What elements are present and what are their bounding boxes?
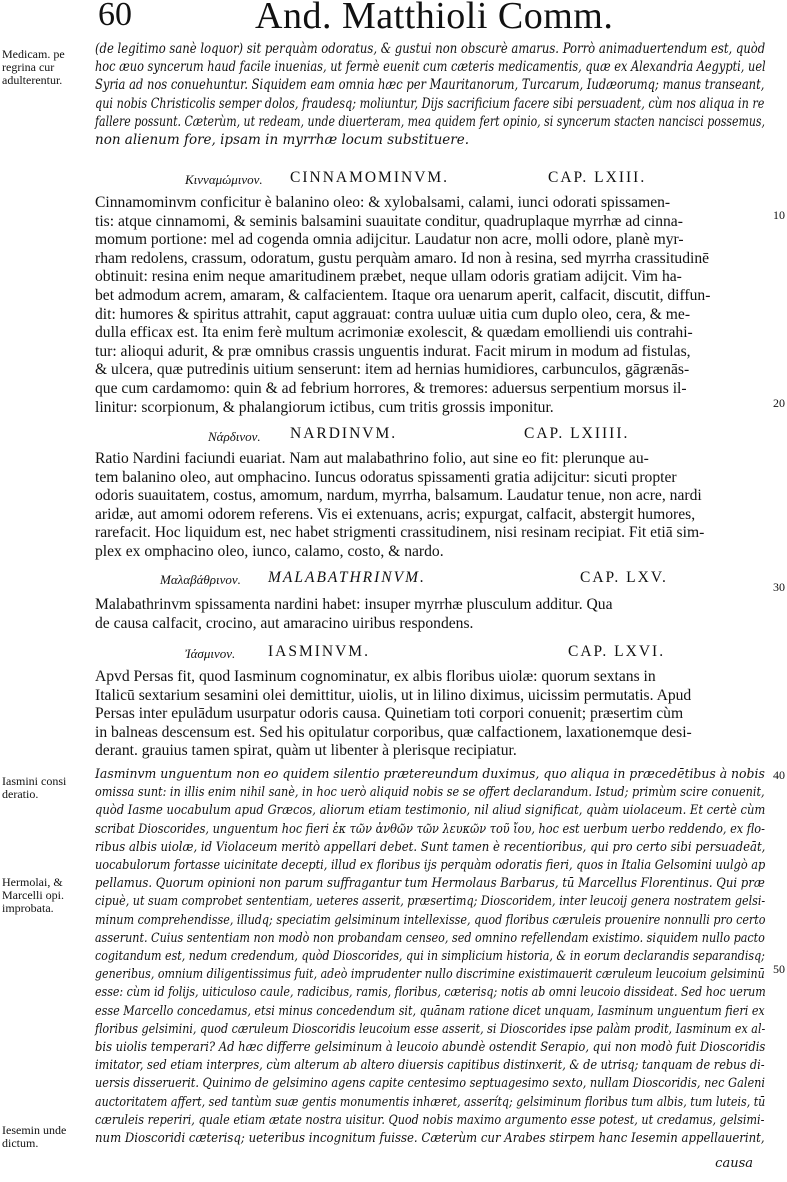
section-body: Apvd Persas fit, quod Iasminum cognominatur, ex albis floribus uiolæ: quorum sextans in Italicū sextarium sesamini olei demittitur, uiolis, ut in lilino diximus, uicissim permutatis. Apud Persas inter epulādum usurpatur odoris causa. Quinetiam toti corpori conuenit; præsertim cùm in balneas descensum est. Sed his opitulatur corporibus, quæ calfactionem, laxationemque desi- derant. grauius tamen spirat, quàm ut libenter à plerisque recipiatur. xyxy=(95,668,692,760)
running-title: And. Matthioli Comm. xyxy=(255,0,614,37)
commentary: Iasminvm unguentum non eo quidem silentio prætereundum duximus, quo aliqua in præcedētibus à nobis omissa sunt: in illis enim nihil sanè, in hoc uerò aliquid nobis se se offert declarandum. Istud; primùm scire conuenit, quòd Iasme uocabulum apud Græcos, aliorum etiam testimonio, nil aliud significat, quàm uiolaceum. Et certè cùm scribat Dioscorides, unguentum hoc fieri ἐκ τῶν ἀνθῶν τῶν λευκῶν τοῦ ἴου, hoc est uerbum uerbo reddendo, ex flo- ribus albis uiolæ, id Violaceum meritò appellari debet. Sunt tamen è recentioribus, qui pro certo sibi persuadeāt, uocabulorum fortasse uicinitate decepti, illud ex floribus ijs perquàm odoratis fieri, quos in Italia Gelsomini uulgò ap pellamus. Quorum opinioni non parum suffragantur tum Hermolaus Barbarus, tū Marcellus Florentinus. Qui præ cipuè, ut suam comprobet sententiam, ueteres asserit, præsertimq; Dioscoridem, inter leucoij genera nostratem gelsi- minum comprehendisse, illudq; speciatim gelsiminum intellexisse, quod floribus cæruleis prouenire nonnulli pro certo asserunt. Cuius sententiam non modò non probandam censeo, sed omnino refellendam existimo. siquidem nullo pacto cogitandum est, nedum credendum, quòd Dioscorides, qui in simplicium historia, & in eorum declarandis separandisq; generibus, omnium diligentissimus fuit, adeò imprudenter nullo discrimine existimauerit cæruleum leucoium gelsiminū esse: cùm id folijs, uiticuloso caule, radicibus, ramis, floribus, cæterisq; notis ab omni leucoio dissideat. Sed hoc uerum esse Marcello concedamus, etsi minus concedendum sit, quānam ratione dicet unquam, Iasminum unguentum fieri ex floribus gelsimini, quod cæruleum Dioscoridis leucoium esse asserit, si Dioscorides ipse palàm prodit, Iasminum ex al- bis uiolis temperari? Ad hæc differre gelsiminum à leucoio abundè ostendit Serapio, qui non modò fuit Dioscoridis imitator, sed etiam interpres, cùm alterum ab altero diuersis capitibus distinxerit, & de utrisq; tanquam de rebus di- uersis disseruerit. Quinimo de gelsimino agens capite centesimo septuagesimo sexto, nullam Dioscoridis, nec Galeni auctoritatem affert, sed tantùm suæ gentis monumentis inhæret, asserítq; gelsiminum floribus tum albis, tum luteis, tū cæruleis reperiri, quale etiam ætate nostra uisitur. Quod nobis maximo argumento esse potest, ut credamus, gelsimi- num Dioscoridi cæterisq; ueteribus incognitum fuisse. Cæterùm cur Arabes stirpem hanc Iesemin appellauerint, xyxy=(95,767,766,1147)
margin-note: Medicam. pe regrina cur adulterentur. xyxy=(2,47,65,87)
section-body: Malabathrinvm spissamenta nardini habet: insuper myrrhæ plusculum additur. Qua de causa calfacit, crocino, aut amaracino uiribus respondens. xyxy=(95,596,613,632)
intro-paragraph: (de legitimo sanè loquor) sit perquàm odoratus, & gustui non obscurè amarus. Porrò animaduertendum est, quòd hoc æuo syncerum haud facile inuenias, ut fermè euenit cum cæteris medicamentis, quæ ex Alexandria Aegypti, uel Syria ad nos conuehuntur. Siquidem eam omnia hæc per Mauritanorum, Turcarum, Iudæorumq; manus transeant, qui nobis Christicolis semper dolos, fraudesq; moliuntur, Dijs sacrificium facere sibi persuadent, cùm nos aliqua in re fallere possunt. Cæterùm, ut redeam, unde diuerteram, mea quidem fert opinio, si syncerum stacten nancisci possemus, non alienum fore, ipsam in myrrhæ locum substituere. xyxy=(95,41,766,149)
section-title: CINNAMOMINVM. xyxy=(290,169,450,186)
section-body: Cinnamominvm conficitur è balanino oleo: & xylobalsami, calami, iunci odorati spissamen- tis: atque cinnamomi, & seminis balsamini suauitate conditur, quadruplaque myrrhæ ad cinna- momum portione: mel ad cogenda omnia adijcitur. Laudatur non acre, molli odore, planè myr- rham redolens, crassum, odoratum, gustu perquàm amaro. Id non à resina, sed myrrha crassitudinē obtinuit: resina enim neque amaritudinem præbet, neque ullam odoris gratiam adijcit. Vim ha- bet admodum acrem, amaram, & calfacientem. Itaque ora uenarum aperit, calfacit, discutit, diffun- dit: humores & spiritus attrahit, caput aggrauat: contra uuluæ uitia cum duplo oleo, cera, & me- dulla efficax est. Ita enim ferè multum acrimoniæ exolescit, & quædam emolliendi uis contrahi- tur: alioqui adurit, & præ omnibus crassis unguentis indurat. Facit mirum in modum ad fistulas, & ulcera, quæ putredinis uitium senserunt: item ad hernias humidiores, carbunculos, gāgrænās- que cum cardamomo: quin & ad febrium horrores, & tremores: aduersus serpentium morsus il- linitur: scorpionum, & phalangiorum ictibus, cum tritis grossis imponitur. xyxy=(95,194,711,416)
section-title: NARDINVM. xyxy=(290,425,398,442)
line-number: 30 xyxy=(773,580,785,594)
line-number: 40 xyxy=(773,768,785,782)
section-greek-title: Νάρδινον. xyxy=(208,429,261,444)
section-greek-title: Ἰάσμινον. xyxy=(185,646,236,661)
section-greek-title: Κινναμώμινον. xyxy=(185,172,263,187)
chapter-number: CAP. LXV. xyxy=(580,569,668,586)
chapter-number: CAP. LXIII. xyxy=(548,169,647,186)
margin-note: Hermolai, & Marcelli opi. improbata. xyxy=(2,875,64,915)
section-title: IASMINVM. xyxy=(268,643,370,660)
margin-note: Iesemin unde dictum. xyxy=(2,1123,67,1150)
line-number: 10 xyxy=(773,208,785,222)
line-number: 20 xyxy=(773,396,785,410)
catchword: causa xyxy=(715,1156,753,1171)
chapter-number: CAP. LXIIII. xyxy=(524,425,630,442)
margin-note: Iasmini consi deratio. xyxy=(2,774,67,801)
line-number: 50 xyxy=(773,962,785,976)
page-number: 60 xyxy=(98,0,132,33)
section-greek-title: Μαλαβάθρινον. xyxy=(160,572,241,587)
section-title: MALABATHRINVM. xyxy=(268,569,426,586)
chapter-number: CAP. LXVI. xyxy=(568,643,666,660)
section-body: Ratio Nardini faciundi euariat. Nam aut malabathrino folio, aut sine eo fit: plerunque au- tem balanino oleo, aut omphacino. Iuncus odoratus spissamenti gratia adijcitur: sicuti propter odoris suauitatem, costus, amomum, nardum, myrrha, balsamum. Laudatur tenue, non acre, nardi aridæ, aut amomi odorem referens. Vis ei extenuans, acris; expurgat, calfacit, abstergit humores, rarefacit. Hoc liquidum est, nec habet strigmenti crassitudinem, nisi resinam recipiat. Fit etiā sim- plex ex omphacino oleo, iunco, calamo, costo, & nardo. xyxy=(95,450,705,560)
